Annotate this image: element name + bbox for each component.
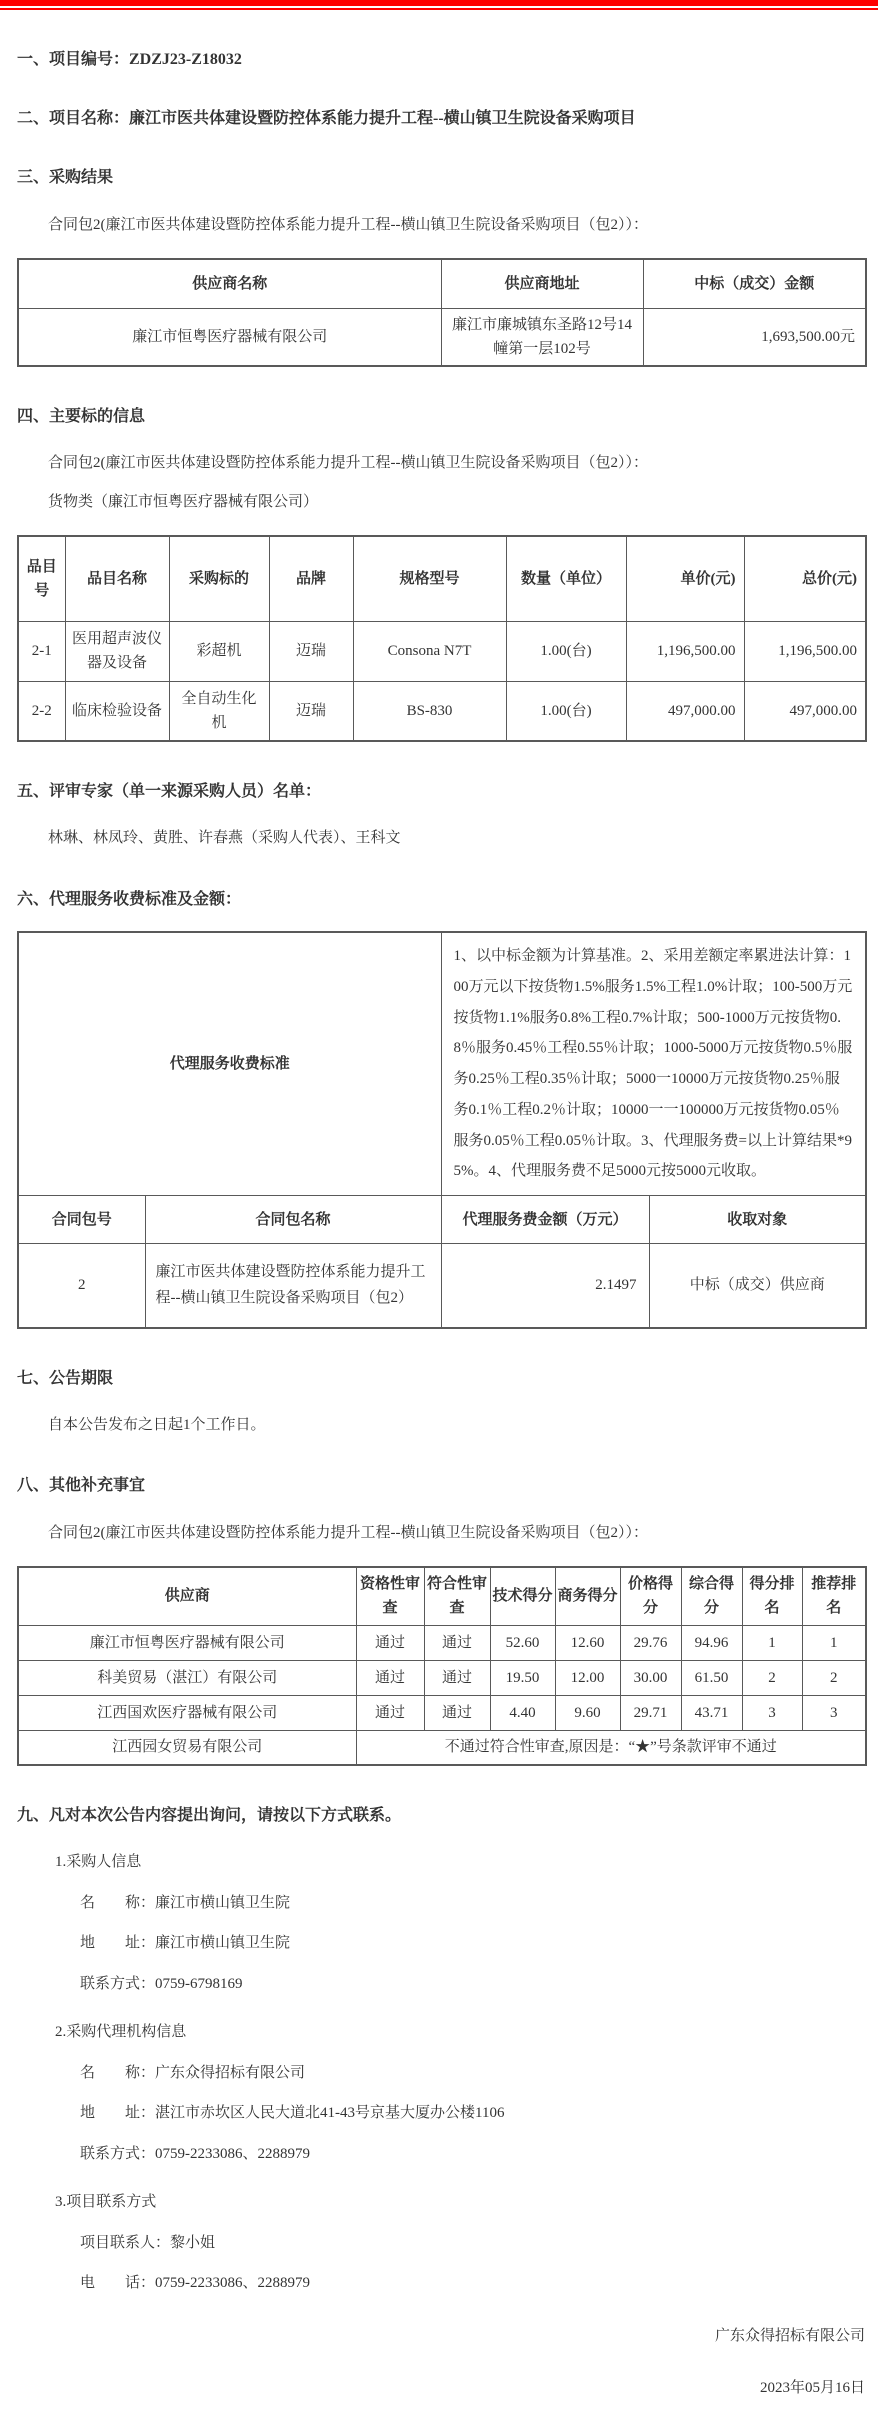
agency-info-title: 2.采购代理机构信息	[55, 2024, 187, 2041]
cell-package-no: 2	[18, 1244, 145, 1328]
table-row-failed-supplier	[18, 1730, 866, 1765]
cell-recommend-rank: 1	[802, 1625, 866, 1660]
header-spec-model: 规格型号	[353, 536, 506, 621]
cell-recommend-rank: 3	[802, 1695, 866, 1730]
cell-brand: 迈瑞	[269, 621, 353, 681]
section-8-supplementary-heading: 八、其他补充事宜	[17, 1477, 146, 1495]
table-row	[18, 621, 866, 681]
table-row	[18, 1244, 866, 1328]
cell-technical-score: 4.40	[490, 1695, 555, 1730]
header-overall-score: 综合得分	[681, 1567, 742, 1625]
section-5-experts-heading: 五、评审专家（单一来源采购人员）名单：	[17, 783, 322, 801]
cell-overall-score: 43.71	[681, 1695, 742, 1730]
section-6-agency-fee-heading: 六、代理服务收费标准及金额：	[17, 890, 242, 908]
header-recommend-rank: 推荐排名	[802, 1567, 866, 1625]
fee-standard-label: 代理服务收费标准	[18, 932, 441, 1196]
cell-brand: 迈瑞	[269, 681, 353, 741]
section-1-project-number-heading: 一、项目编号：ZDZJ23-Z18032	[17, 51, 242, 68]
table-row	[18, 1625, 866, 1660]
table-header-row	[18, 259, 866, 308]
header-quantity-unit: 数量（单位）	[506, 536, 626, 621]
section-4-package-intro: 合同包2(廉江市医共体建设暨防控体系能力提升工程--横山镇卫生院设备采购项目（包2））：	[48, 455, 648, 472]
fee-standard-row	[18, 932, 866, 1196]
cell-spec-model: BS-830	[353, 681, 506, 741]
project-contact-person: 项目联系人：黎小姐	[80, 2234, 216, 2251]
header-item-name: 品目名称	[65, 536, 169, 621]
cell-supplier: 廉江市恒粤医疗器械有限公司	[18, 1625, 356, 1660]
cell-qualification-review: 通过	[356, 1660, 424, 1695]
cell-item-name: 医用超声波仪器及设备	[65, 621, 169, 681]
cell-item-name: 临床检验设备	[65, 681, 169, 741]
cell-score-rank: 3	[742, 1695, 802, 1730]
table-row	[18, 681, 866, 741]
project-contact-title: 3.项目联系方式	[55, 2194, 157, 2211]
header-qualification-review: 资格性审查	[356, 1567, 424, 1625]
cell-item-no: 2-2	[18, 681, 65, 741]
cell-supplier: 江西国欢医疗器械有限公司	[18, 1695, 356, 1730]
header-business-score: 商务得分	[555, 1567, 620, 1625]
section-3-procurement-result-heading: 三、采购结果	[17, 169, 114, 187]
cell-fee-amount: 2.1497	[441, 1244, 649, 1328]
cell-procurement-subject: 彩超机	[169, 621, 269, 681]
cell-quantity-unit: 1.00(台)	[506, 681, 626, 741]
supplier-score-table	[17, 1566, 867, 1766]
header-brand: 品牌	[269, 536, 353, 621]
section-2-project-name-heading: 二、项目名称：廉江市医共体建设暨防控体系能力提升工程--横山镇卫生院设备采购项目	[17, 110, 636, 128]
section-8-package-intro: 合同包2(廉江市医共体建设暨防控体系能力提升工程--横山镇卫生院设备采购项目（包2））：	[48, 1524, 648, 1541]
cell-qualification-review: 通过	[356, 1625, 424, 1660]
purchaser-address: 地 址：廉江市横山镇卫生院	[80, 1935, 291, 1952]
header-item-no: 品目号	[18, 536, 65, 621]
cell-award-amount: 1,693,500.00元	[643, 308, 866, 366]
cell-overall-score: 61.50	[681, 1660, 742, 1695]
cell-business-score: 9.60	[555, 1695, 620, 1730]
top-red-bar-thin	[0, 8, 878, 10]
cell-conformity-review: 通过	[424, 1695, 490, 1730]
cell-score-rank: 2	[742, 1660, 802, 1695]
header-fee-amount: 代理服务费金额（万元）	[441, 1196, 649, 1244]
section-4-subject-info-heading: 四、主要标的信息	[17, 408, 146, 426]
header-package-name: 合同包名称	[145, 1196, 441, 1244]
section-9-contact-heading: 九、凡对本次公告内容提出询问，请按以下方式联系。	[17, 1807, 402, 1824]
cell-supplier: 科美贸易（湛江）有限公司	[18, 1660, 356, 1695]
header-supplier-name: 供应商名称	[18, 259, 441, 308]
purchaser-name: 名 称：廉江市横山镇卫生院	[80, 1894, 291, 1911]
cell-price-score: 29.71	[620, 1695, 681, 1730]
cell-procurement-subject: 全自动生化机	[169, 681, 269, 741]
section-7-announcement-period-heading: 七、公告期限	[17, 1369, 114, 1387]
header-conformity-review: 符合性审查	[424, 1567, 490, 1625]
cell-price-score: 30.00	[620, 1660, 681, 1695]
cell-supplier-name: 廉江市恒粤医疗器械有限公司	[18, 308, 441, 366]
agency-contact: 联系方式：0759-2233086、2288979	[80, 2145, 310, 2162]
cell-quantity-unit: 1.00(台)	[506, 621, 626, 681]
cell-price-score: 29.76	[620, 1625, 681, 1660]
announcement-document	[0, 50, 878, 2430]
cell-total-price: 1,196,500.00	[744, 621, 866, 681]
cell-supplier-address: 廉江市廉城镇东圣路12号14幢第一层102号	[441, 308, 643, 366]
header-award-amount: 中标（成交）金额	[643, 259, 866, 308]
header-supplier-address: 供应商地址	[441, 259, 643, 308]
table-row	[18, 1695, 866, 1730]
cell-business-score: 12.60	[555, 1625, 620, 1660]
cell-fail-reason: 不通过符合性审查,原因是：“★”号条款评审不通过	[356, 1730, 866, 1765]
cell-spec-model: Consona N7T	[353, 621, 506, 681]
header-supplier: 供应商	[18, 1567, 356, 1625]
cell-technical-score: 52.60	[490, 1625, 555, 1660]
table-row	[18, 308, 866, 366]
cell-technical-score: 19.50	[490, 1660, 555, 1695]
table-header-row	[18, 1196, 866, 1244]
project-contact-phone: 电 话：0759-2233086、2288979	[80, 2275, 310, 2292]
expert-names: 林琳、林凤玲、黄胜、许春燕（采购人代表）、王科文	[48, 830, 401, 847]
table-row	[18, 1660, 866, 1695]
header-price-score: 价格得分	[620, 1567, 681, 1625]
header-technical-score: 技术得分	[490, 1567, 555, 1625]
header-unit-price: 单价(元)	[626, 536, 744, 621]
section-3-package-intro: 合同包2(廉江市医共体建设暨防控体系能力提升工程--横山镇卫生院设备采购项目（包2））：	[48, 216, 648, 233]
footer-date: 2023年05月16日	[759, 2380, 865, 2397]
footer-organization: 广东众得招标有限公司	[714, 2327, 865, 2344]
cell-fee-payer: 中标（成交）供应商	[649, 1244, 866, 1328]
header-fee-payer: 收取对象	[649, 1196, 866, 1244]
procurement-result-table	[17, 258, 867, 367]
header-score-rank: 得分排名	[742, 1567, 802, 1625]
cell-qualification-review: 通过	[356, 1695, 424, 1730]
cell-package-name: 廉江市医共体建设暨防控体系能力提升工程--横山镇卫生院设备采购项目（包2）	[145, 1244, 441, 1328]
cell-conformity-review: 通过	[424, 1660, 490, 1695]
purchaser-info-title: 1.采购人信息	[55, 1854, 142, 1871]
cell-recommend-rank: 2	[802, 1660, 866, 1695]
section-4-goods-category: 货物类（廉江市恒粤医疗器械有限公司）	[48, 493, 319, 510]
cell-unit-price: 1,196,500.00	[626, 621, 744, 681]
agency-address: 地 址：湛江市赤坎区人民大道北41-43号京基大厦办公楼1106	[80, 2105, 505, 2122]
cell-supplier: 江西园女贸易有限公司	[18, 1730, 356, 1765]
cell-unit-price: 497,000.00	[626, 681, 744, 741]
purchaser-contact: 联系方式：0759-6798169	[80, 1975, 243, 1992]
table-header-row	[18, 536, 866, 621]
cell-score-rank: 1	[742, 1625, 802, 1660]
fee-standard-text: 1、以中标金额为计算基准。2、采用差额定率累进法计算：100万元以下按货物1.5%服务1.5%工程1.0%计取；100-500万元按货物1.1%服务0.8%工程0.7%计取；500-1000万元按货物0.8％服务0.45％工程0.55％计取；1000-5000万元按货物0.5％服务0.25％工程0.35％计取；5000一10000万元按货物0.25％服务0.1％工程0.2％计取；10000一一100000万元按货物0.05％服务0.05％工程0.05％计取。3、代理服务费=以上计算结果*95%。4、代理服务费不足5000元按5000元收取。	[441, 932, 866, 1196]
cell-item-no: 2-1	[18, 621, 65, 681]
cell-total-price: 497,000.00	[744, 681, 866, 741]
cell-conformity-review: 通过	[424, 1625, 490, 1660]
header-total-price: 总价(元)	[744, 536, 866, 621]
agency-fee-table	[17, 931, 867, 1329]
table-header-row	[18, 1567, 866, 1625]
cell-overall-score: 94.96	[681, 1625, 742, 1660]
header-package-no: 合同包号	[18, 1196, 145, 1244]
subject-items-table	[17, 535, 867, 742]
announcement-period-text: 自本公告发布之日起1个工作日。	[48, 1416, 266, 1433]
header-procurement-subject: 采购标的	[169, 536, 269, 621]
cell-business-score: 12.00	[555, 1660, 620, 1695]
agency-name: 名 称：广东众得招标有限公司	[80, 2064, 306, 2081]
